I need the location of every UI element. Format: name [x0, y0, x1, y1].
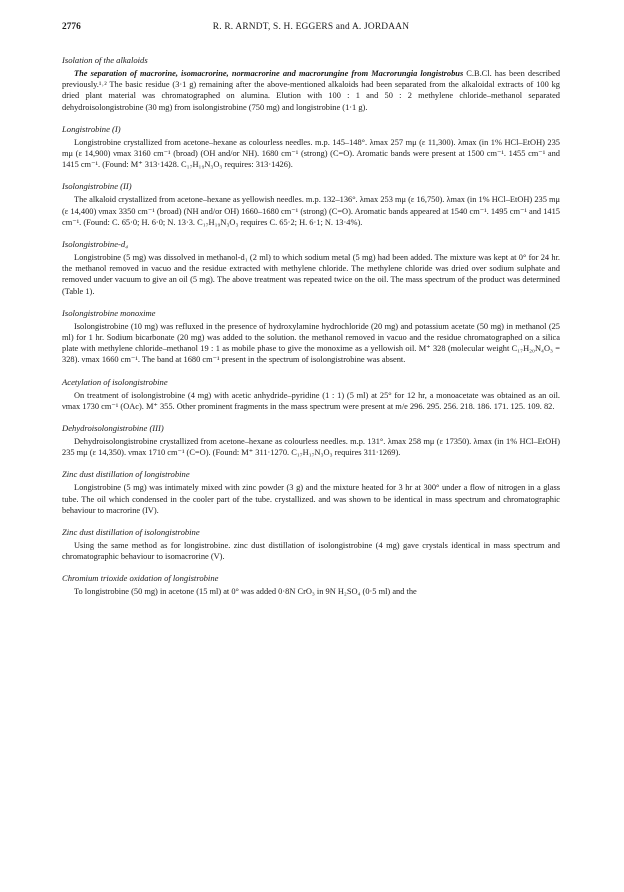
section-isolongistrobine-d4: [62, 238, 560, 297]
section-isolongistrobine: [62, 180, 560, 228]
page-number: 2776: [62, 22, 81, 32]
section-paragraph: Dehydroisolongistrobine crystallized from acetone–hexane as colourless needles. m.p. 131°. λmax 258 mμ (ε 17350). λmax (in 1% HCl–EtOH) 235 mμ (ε 14,350). νmax 1710 cm⁻¹ (C=O). (Found: M⁺ 311·1270. C₁₇H₁₇N₃O₃ requires 311·1269).: [62, 437, 560, 458]
section-paragraph: To longistrobine (50 mg) in acetone (15 ml) at 0° was added 0·8N CrO₃ in 9N H₂SO₄ (0·5 ml) and the: [74, 587, 417, 597]
section-paragraph: [62, 68, 560, 113]
section-heading: Dehydroisolongistrobine (III): [62, 423, 164, 434]
section-isolation: [62, 54, 560, 113]
section-paragraph: Longistrobine crystallized from acetone–hexane as colourless needles. m.p. 145–148°. λmax 257 mμ (ε 11,300). λmax (in 1% HCl–EtOH) 235 mμ (ε 14,900) νmax 3160 cm⁻¹ (broad) (OH and/or NH). 1680 cm⁻¹ (strong) (C=O). Aromatic bands were present at 1500 cm⁻¹. 1455 cm⁻¹ and 1415 cm⁻¹. (Found: M⁺ 313·1428. C₁₇H₁₉N₃O₃ requires: 313·1426).: [62, 137, 560, 170]
section-paragraph: Longistrobine (5 mg) was intimately mixed with zinc powder (3 g) and the mixture heated for 3 hr at 300° under a flow of nitrogen in a glass tube. The oil which condensed in the cooler part of the tube. crystallized. and was shown to be identical in mass spectrum and chromatographic behaviour to macrorine (IV).: [62, 483, 560, 515]
section-chromium-oxidation: [62, 572, 560, 597]
section-heading: Zinc dust distillation of isolongistrobine: [62, 527, 200, 538]
page: [62, 22, 560, 598]
section-heading: Zinc dust distillation of longistrobine: [62, 469, 190, 480]
running-title: R. R. ARNDT, S. H. EGGERS and A. JORDAAN: [212, 22, 410, 32]
paragraph-lead: The separation of macrorine, isomacrorine, normacrorine and macrorungine from Macrorungia longistrobus: [74, 69, 464, 78]
section-zinc-isolongistrobine: [62, 526, 560, 562]
paragraph-body: C.B.Cl. has been described previously.¹˒² The basic residue (3·1 g) remaining after the above-mentioned alkaloids had been separated from the alkaloidal extracts of 100 kg dried plant material was chromatographed on alumina. Elution with 100 : 1 and 50 : 2 methylene chloride–methanol separated dehydroisolongistrobine (30 mg) from isolongistrobine (750 mg) and longistrobine (1·1 g).: [62, 69, 561, 112]
section-dehydroisolongistrobine: [62, 422, 560, 458]
section-paragraph: Using the same method as for longistrobine. zinc dust distillation of isolongistrobine (4 mg) gave crystals identical in mass spectrum and chromatographic behaviour to isomacrorine (V).: [62, 541, 560, 562]
section-zinc-longistrobine: [62, 468, 560, 516]
section-longistrobine: [62, 123, 560, 171]
section-heading: Chromium trioxide oxidation of longistrobine: [62, 573, 219, 584]
section-heading: Longistrobine (I): [62, 123, 121, 134]
section-heading: Isolation of the alkaloids: [62, 55, 148, 65]
section-heading: Isolongistrobine monoxime: [62, 307, 156, 318]
section-paragraph: The alkaloid crystallized from acetone–hexane as yellowish needles. m.p. 132–136°. λmax 253 mμ (ε 16,750). λmax (in 1% HCl–EtOH) 235 mμ (ε 14,400) νmax 3350 cm⁻¹ (broad) (NH and/or OH) 1660–1680 cm⁻¹ (strong) (C=O). Aromatic bands appeared at 1540 cm⁻¹. 1495 cm⁻¹ and 1415 cm⁻¹. (Found: C. 65·0; H. 6·0; N. 13·3. C₁₇H₁₉N₃O₃ requires C. 65·2; H. 6·1; N. 13·4%).: [62, 195, 560, 227]
section-paragraph: Longistrobine (5 mg) was dissolved in methanol-d₁ (2 ml) to which sodium metal (5 mg) had been added. The mixture was kept at 0° for 24 hr. the methanol removed in vacuo and the residue extracted with methylene chloride. The methylene chloride was dried over sodium sulphate and removed under vacuum to give an oil (5 mg). The above treatment was repeated twice on the oil. The mass spectrum of the product was determined (Table 1).: [62, 253, 560, 296]
section-acetylation: [62, 376, 560, 412]
page-header: [62, 22, 560, 40]
section-heading: Isolongistrobine-d₄: [62, 239, 129, 250]
section-monoxime: [62, 307, 560, 366]
section-paragraph: On treatment of isolongistrobine (4 mg) with acetic anhydride–pyridine (1 : 1) (5 ml) at 25° for 12 hr, a monoacetate was obtained as an oil. νmax 1730 cm⁻¹ (OAc). M⁺ 355. Other prominent fragments in the mass spectrum were present at m/e 296. 295. 256. 218. 186. 171. 125. 109. 82.: [62, 390, 560, 411]
section-heading: Acetylation of isolongistrobine: [62, 376, 168, 387]
section-heading: Isolongistrobine (II): [62, 181, 132, 192]
section-paragraph: Isolongistrobine (10 mg) was refluxed in the presence of hydroxylamine hydrochloride (20 mg) and potassium acetate (50 mg) in methanol (25 ml) for 1 hr. Sodium bicarbonate (20 mg) was added to the solution. the methanol removed in vacuo and the residue chromatographed on a silica plate with methylene chloride–methanol 19 : 1 as mobile phase to give the monoxime as a yellowish oil. M⁺ 328 (molecular weight C₁₇H₂₀N₄O₃ = 328). νmax 1660 cm⁻¹. The band at 1680 cm⁻¹ present in the spectrum of isolongistrobine was absent.: [62, 321, 560, 365]
